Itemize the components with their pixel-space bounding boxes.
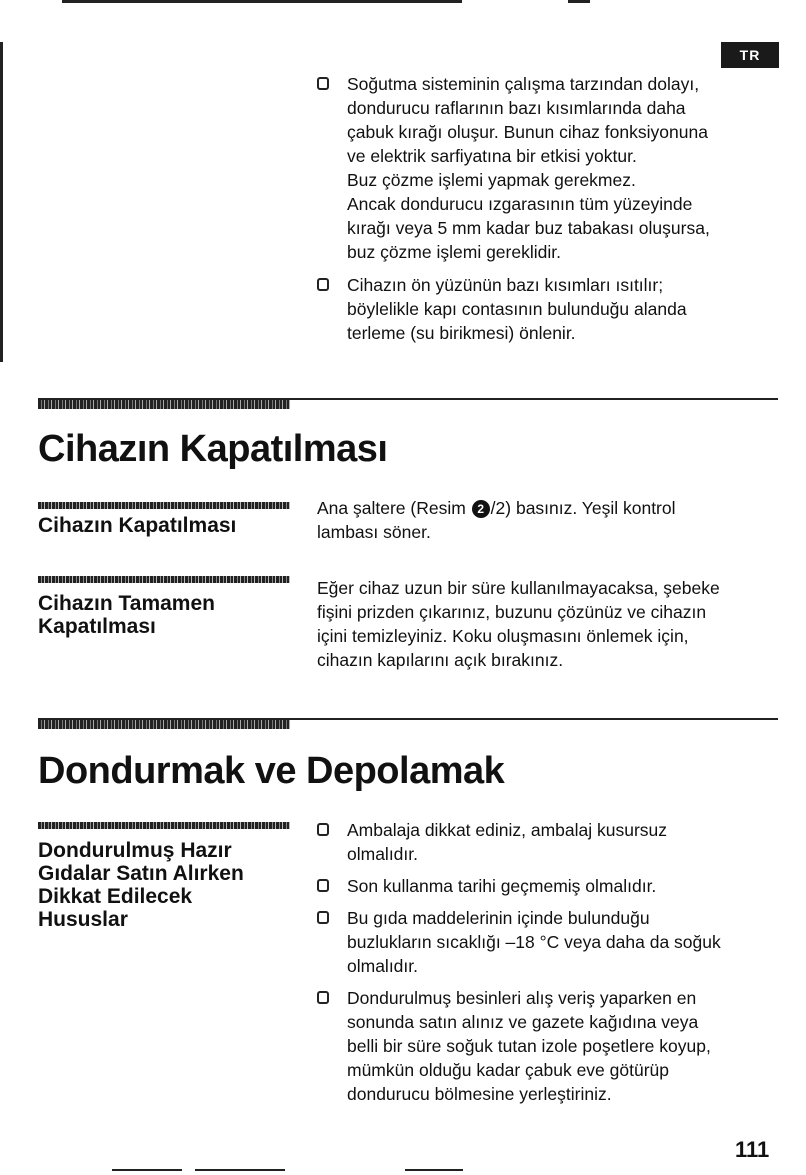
section-hatch-bar xyxy=(38,400,290,409)
list-item-text: Ambalaja dikkat ediniz, ambalaj kusursuz olmalıdır. xyxy=(347,820,668,864)
checkbox-bullet-icon xyxy=(317,823,329,836)
list-item xyxy=(317,906,797,978)
language-badge: TR xyxy=(721,42,779,68)
list-item-text: Son kullanma tarihi geçmemiş olmalıdır. xyxy=(347,876,657,896)
subsection-hatch-bar xyxy=(38,576,290,583)
checkbox-bullet-icon xyxy=(317,879,329,892)
list-item-text: Bu gıda maddelerinin içinde bulunduğu buzlukların sıcaklığı –18 °C veya daha da soğuk olmalıdır. xyxy=(347,908,721,976)
section-title: Dondurmak ve Depolamak xyxy=(38,750,505,792)
left-margin-bar xyxy=(0,42,3,362)
intro-list xyxy=(317,72,787,354)
subsection-body xyxy=(317,496,787,544)
list-item xyxy=(317,874,797,898)
checkbox-bullet-icon xyxy=(317,911,329,924)
bottom-edge-mark xyxy=(405,1169,463,1171)
subsection-heading: Cihazın Tamamen Kapatılması xyxy=(38,592,215,638)
subsection-heading: Cihazın Kapatılması xyxy=(38,514,237,537)
list-item-text: Soğutma sisteminin çalışma tarzından dolayı, dondurucu raflarının bazı kısımlarında daha çabuk kırağı oluşur. Bunun cihaz fonksiyonuna ve elektrik sarfiyatına bir etkisi yoktur. Buz çözme işlemi yapmak gerekmez. Ancak dondurucu ızgarasının tüm yüzeyinde kırağı veya 5 mm kadar buz tabakası oluşursa, buz çözme işlemi gereklidir. xyxy=(347,74,710,262)
subsection-body: Eğer cihaz uzun bir süre kullanılmayacaksa, şebeke fişini prizden çıkarınız, buzunu çözünüz ve cihazın içini temizleyiniz. Koku oluşmasını önlemek için, cihazın kapılarını açık bırakınız. xyxy=(317,578,720,670)
bottom-edge-mark xyxy=(195,1169,285,1171)
figure-number-icon: 2 xyxy=(472,500,490,518)
subsection-heading: Dondurulmuş Hazır Gıdalar Satın Alırken Dikkat Edilecek Hususlar xyxy=(38,839,244,931)
section-hatch-bar xyxy=(38,720,290,729)
top-edge-mark xyxy=(62,0,462,3)
page-number: 111 xyxy=(735,1137,770,1162)
top-edge-mark-right xyxy=(568,0,590,3)
list-item xyxy=(317,72,787,264)
list-item xyxy=(317,273,787,345)
list-item-text: Dondurulmuş besinleri alış veriş yaparken en sonunda satın alınız ve gazete kağıdına veya belli bir süre soğuk tutan izole poşetlere koyup, mümkün olduğu kadar çabuk eve götürüp dondurucu bölmesine yerleştiriniz. xyxy=(347,988,711,1104)
body-text-part: Ana şaltere (Resim xyxy=(317,498,471,518)
list-item xyxy=(317,818,797,866)
list-item xyxy=(317,986,797,1106)
purchase-tips-list xyxy=(317,818,797,1114)
checkbox-bullet-icon xyxy=(317,77,329,90)
body-text-part: /2) basınız. Yeşil kontrol lambası söner. xyxy=(317,498,676,542)
bottom-edge-mark xyxy=(112,1169,182,1171)
section-title: Cihazın Kapatılması xyxy=(38,428,388,470)
checkbox-bullet-icon xyxy=(317,991,329,1004)
checkbox-bullet-icon xyxy=(317,278,329,291)
subsection-hatch-bar xyxy=(38,502,290,509)
list-item-text: Cihazın ön yüzünün bazı kısımları ısıtılır; böylelikle kapı contasının bulunduğu alanda terleme (su birikmesi) önlenir. xyxy=(347,275,687,343)
subsection-hatch-bar xyxy=(38,822,290,829)
